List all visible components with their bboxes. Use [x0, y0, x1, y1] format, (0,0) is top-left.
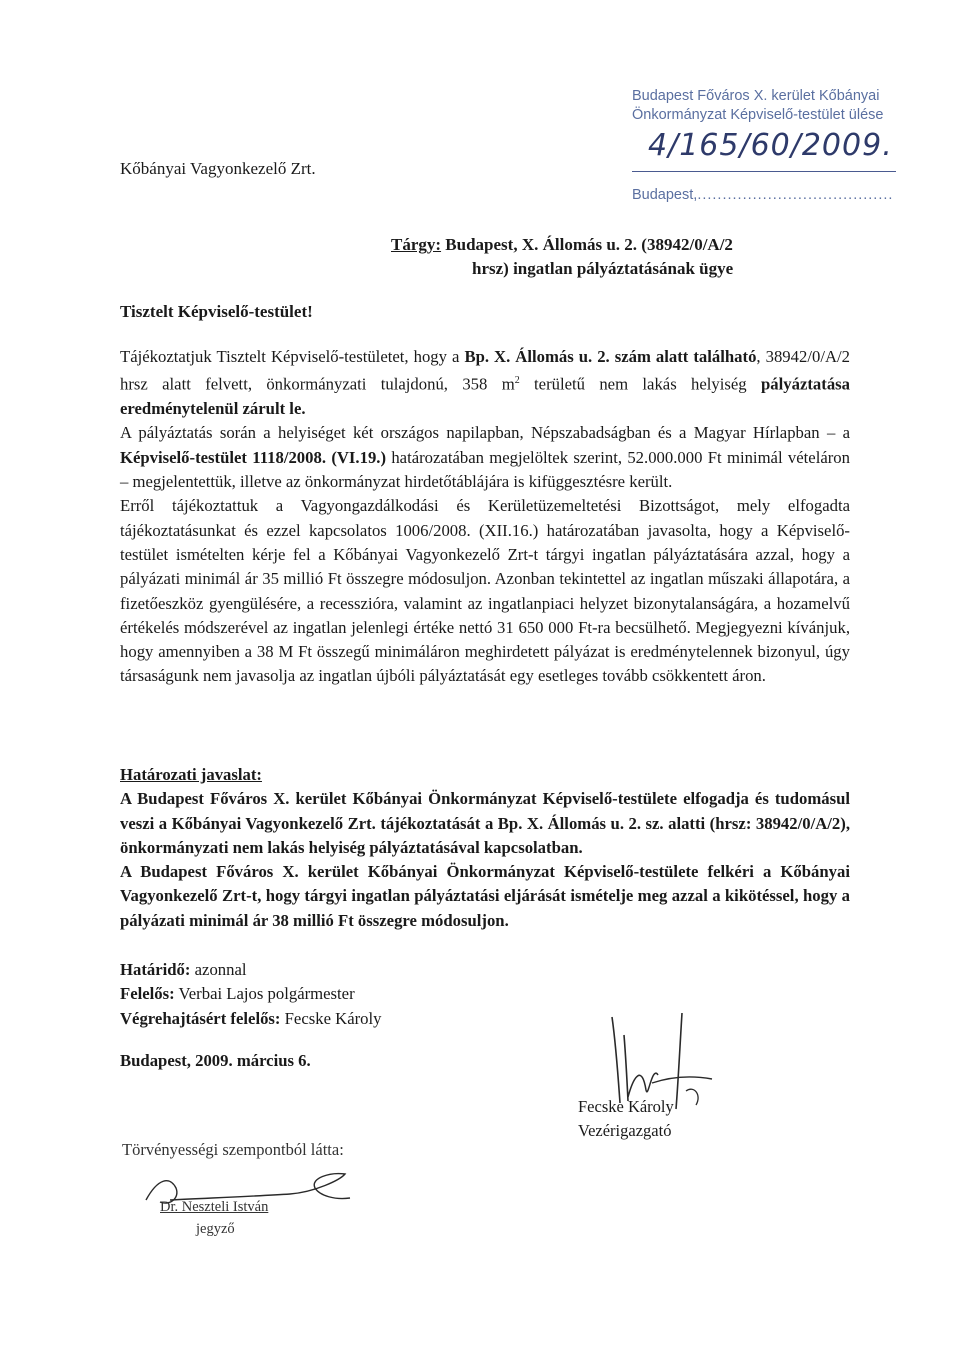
- resolution-paragraph-1: A Budapest Főváros X. kerület Kőbányai Önkormányzat Képviselő-testülete elfogadja és tudomásul veszi a Kőbányai Vagyonkezelő Zrt. tájékoztatását a Bp. X. Állomás u. 2. sz. alatti (hrsz: 38942/0/A/2), önkormányzati nem lakás helyiség pályáztatásával kapcsolatban.: [120, 789, 850, 857]
- paragraph-3: Erről tájékoztattuk a Vagyongazdálkodási és Kerületüzemeltetési Bizottságot, mely elfogadta tájékoztatásunkat és ezzel kapcsolatos 1006/2008. (XII.16.) határozatában javasolta, hogy a Képviselő-testület ismételten kérje fel a Kőbányai Vagyonkezelő Zrt-t tárgyi ingatlan pályáztatására azzal, hogy a pályázati minimál ár 35 millió Ft összegre módosuljon. Azonban tekintettel az ingatlan műszaki állapotára, a fizetőeszköz gyengülésére, a recesszióra, valamint az ingatlanpiaci helyzet bizonytalanságára, a hozamelvű értékelés módszerével az ingatlan jelenlegi értéke nettó 31 650 000 Ft-ra becsülhető. Megjegyezni kívánjuk, hogy amennyiben a 38 M Ft összegű minimáláron meghirdetett pályázat is eredménytelennek bizonyul, úgy társaságunk nem javasolja az ingatlan újbóli pályáztatását egy esetleges tovább csökkentett áron.: [120, 496, 850, 686]
- paragraph-1: Tájékoztatjuk Tisztelt Képviselő-testületet, hogy a Bp. X. Állomás u. 2. szám alatt található, 38942/0/A/2 hrsz alatt felvett, önkormányzati tulajdonú, 358 $m^2$ területű nem lakás helyiség pályáztatása eredménytelenül zárult le.: [120, 347, 850, 419]
- signatory-block: [578, 1095, 674, 1143]
- salutation: Tisztelt Képviselő-testület!: [120, 302, 313, 321]
- legal-signatory-title: jegyző: [196, 1221, 235, 1237]
- subject-label: Tárgy:: [391, 235, 442, 254]
- responsible-line: Felelős: Verbai Lajos polgármester: [120, 984, 355, 1004]
- stamp-place: Budapest,: [632, 187, 698, 203]
- signatory-title: Vezérigazgató: [578, 1121, 672, 1140]
- stamp-rule: [632, 171, 896, 172]
- letter-body: [120, 345, 850, 689]
- legal-signatory-name: Dr. Neszteli István: [160, 1199, 269, 1215]
- deadline-line: Határidő: azonnal: [120, 960, 247, 979]
- subject-line-2: hrsz) ingatlan pályáztatásának ügye: [472, 259, 734, 278]
- registration-stamp: [632, 87, 883, 125]
- sender-company: Kőbányai Vagyonkezelő Zrt.: [120, 159, 316, 178]
- legal-signatory-block: [160, 1196, 268, 1240]
- legal-review-label: Törvényességi szempontból látta:: [122, 1140, 344, 1159]
- resolution-block: [120, 763, 850, 933]
- stamp-line-2: Önkormányzat Képviselő-testület ülése: [632, 107, 884, 123]
- resolution-paragraph-2: A Budapest Főváros X. kerület Kőbányai Önkormányzat Képviselő-testülete felkéri a Kőbányai Vagyonkezelő Zrt-t, hogy tárgyi ingatlan pályáztatási eljárását ismételje meg azzal a kikötéssel, hogy a pályázati minimál ár 38 millió Ft összegre módosuljon.: [120, 862, 850, 930]
- stamp-place-line: Budapest,.......................................: [632, 187, 894, 203]
- signatory-name: Fecske Károly: [578, 1097, 674, 1116]
- stamp-reference-number: 4/165/60/2009.: [648, 128, 893, 163]
- executor-line: Végrehajtásért felelős: Fecske Károly: [120, 1008, 382, 1028]
- resolution-heading: Határozati javaslat:: [120, 765, 262, 784]
- document-date: Budapest, 2009. március 6.: [120, 1051, 311, 1070]
- subject-block: [391, 233, 851, 281]
- paragraph-2: A pályáztatás során a helyiséget két országos napilapban, Népszabadságban és a Magyar Hírlapban – a Képviselő-testület 1118/2008. (VI.19.) határozatában megjelöltek szerint, 52.000.000 Ft minimál vételáron – megjelentettük, illetve az önkormányzat hirdetőtáblájára is kifüggesztésre került.: [120, 423, 850, 492]
- responsibility-block: [120, 958, 850, 1031]
- subject-line-1: Budapest, X. Állomás u. 2. (38942/0/A/2: [445, 235, 733, 254]
- stamp-line-1: Budapest Főváros X. kerület Kőbányai: [632, 88, 880, 104]
